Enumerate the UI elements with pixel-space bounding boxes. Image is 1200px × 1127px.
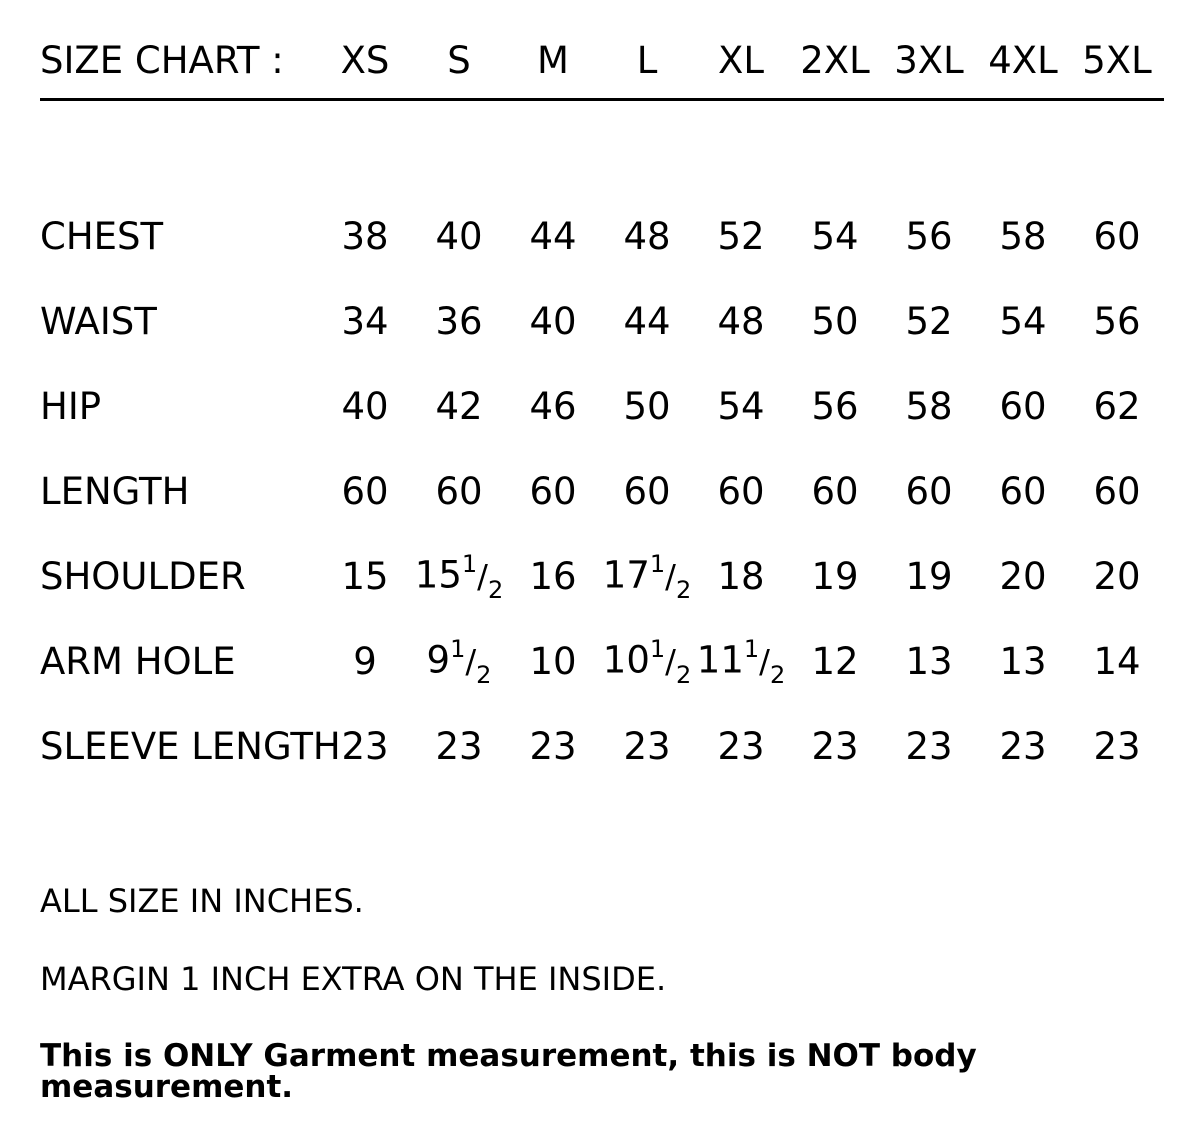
note-units: ALL SIZE IN INCHES. xyxy=(40,882,364,920)
size-header-xl: XL xyxy=(718,38,764,82)
cell-shoulder-4xl: 20 xyxy=(999,555,1047,598)
row-label-sleeve-length: SLEEVE LENGTH xyxy=(40,725,341,768)
cell-chest-xl: 52 xyxy=(717,215,765,258)
header-divider-cell xyxy=(40,98,1164,132)
cell-arm-hole-5xl: 14 xyxy=(1093,640,1141,683)
cell-sleeve-length-xs: 23 xyxy=(341,725,389,768)
table-row xyxy=(40,194,1164,279)
fraction-9-half: $9^1/_2$ xyxy=(426,634,492,690)
cell-hip-4xl: 60 xyxy=(999,385,1047,428)
cell-arm-hole-4xl: 13 xyxy=(999,640,1047,683)
cell-length-m: 60 xyxy=(529,470,577,513)
header-spacer-row xyxy=(40,132,1164,194)
cell-sleeve-length-l: 23 xyxy=(623,725,671,768)
table-row xyxy=(40,534,1164,619)
cell-arm-hole-s xyxy=(412,619,506,704)
cell-sleeve-length-s: 23 xyxy=(435,725,483,768)
table-row xyxy=(40,279,1164,364)
cell-waist-m: 40 xyxy=(529,300,577,343)
cell-shoulder-2xl: 19 xyxy=(811,555,859,598)
cell-arm-hole-xl xyxy=(694,619,788,704)
cell-shoulder-3xl: 19 xyxy=(905,555,953,598)
cell-length-xl: 60 xyxy=(717,470,765,513)
table-row xyxy=(40,619,1164,704)
size-header-5xl: 5XL xyxy=(1082,38,1152,82)
cell-arm-hole-l xyxy=(600,619,694,704)
table-row xyxy=(40,449,1164,534)
row-label-waist: WAIST xyxy=(40,300,157,343)
table-row xyxy=(40,364,1164,449)
cell-waist-5xl: 56 xyxy=(1093,300,1141,343)
size-header-l: L xyxy=(636,38,658,82)
cell-arm-hole-3xl: 13 xyxy=(905,640,953,683)
header-spacer-cell xyxy=(40,132,1164,194)
row-label-hip: HIP xyxy=(40,385,102,428)
cell-hip-xl: 54 xyxy=(717,385,765,428)
cell-sleeve-length-5xl: 23 xyxy=(1093,725,1141,768)
cell-length-5xl: 60 xyxy=(1093,470,1141,513)
cell-waist-2xl: 50 xyxy=(811,300,859,343)
table-row xyxy=(40,704,1164,789)
cell-hip-l: 50 xyxy=(623,385,671,428)
cell-hip-3xl: 58 xyxy=(905,385,953,428)
cell-length-4xl: 60 xyxy=(999,470,1047,513)
cell-arm-hole-m: 10 xyxy=(529,640,577,683)
chart-title: SIZE CHART : xyxy=(40,38,284,82)
cell-hip-5xl: 62 xyxy=(1093,385,1141,428)
cell-sleeve-length-xl: 23 xyxy=(717,725,765,768)
cell-waist-xl: 48 xyxy=(717,300,765,343)
table-header-row xyxy=(40,22,1164,98)
cell-sleeve-length-3xl: 23 xyxy=(905,725,953,768)
cell-length-xs: 60 xyxy=(341,470,389,513)
cell-length-2xl: 60 xyxy=(811,470,859,513)
cell-waist-l: 44 xyxy=(623,300,671,343)
cell-shoulder-m: 16 xyxy=(529,555,577,598)
cell-chest-4xl: 58 xyxy=(999,215,1047,258)
cell-waist-3xl: 52 xyxy=(905,300,953,343)
fraction-10-half: $10^1/_2$ xyxy=(602,634,692,690)
cell-hip-s: 42 xyxy=(435,385,483,428)
notes-section xyxy=(40,882,1160,1105)
cell-length-3xl: 60 xyxy=(905,470,953,513)
header-divider-row xyxy=(40,98,1164,132)
size-header-s: S xyxy=(447,38,471,82)
cell-sleeve-length-m: 23 xyxy=(529,725,577,768)
cell-shoulder-5xl: 20 xyxy=(1093,555,1141,598)
size-header-3xl: 3XL xyxy=(894,38,964,82)
size-chart-table xyxy=(40,22,1164,789)
fraction-15-half: $15^1/_2$ xyxy=(414,549,504,605)
cell-chest-5xl: 60 xyxy=(1093,215,1141,258)
size-header-m: M xyxy=(537,38,569,82)
cell-length-s: 60 xyxy=(435,470,483,513)
note-margin: MARGIN 1 INCH EXTRA ON THE INSIDE. xyxy=(40,960,667,998)
horizontal-rule xyxy=(40,98,1164,101)
cell-sleeve-length-2xl: 23 xyxy=(811,725,859,768)
fraction-17-half: $17^1/_2$ xyxy=(602,549,692,605)
cell-chest-xs: 38 xyxy=(341,215,389,258)
cell-shoulder-s xyxy=(412,534,506,619)
cell-hip-m: 46 xyxy=(529,385,577,428)
cell-shoulder-xs: 15 xyxy=(341,555,389,598)
row-label-shoulder: SHOULDER xyxy=(40,555,246,598)
note-garment-measurement: This is ONLY Garment measurement, this is NOT body measurement. xyxy=(40,1038,977,1105)
row-label-chest: CHEST xyxy=(40,215,164,258)
cell-waist-4xl: 54 xyxy=(999,300,1047,343)
row-label-length: LENGTH xyxy=(40,470,190,513)
cell-arm-hole-2xl: 12 xyxy=(811,640,859,683)
size-header-2xl: 2XL xyxy=(800,38,870,82)
cell-length-l: 60 xyxy=(623,470,671,513)
cell-shoulder-xl: 18 xyxy=(717,555,765,598)
cell-chest-l: 48 xyxy=(623,215,671,258)
cell-hip-2xl: 56 xyxy=(811,385,859,428)
row-label-arm-hole: ARM HOLE xyxy=(40,640,236,683)
cell-chest-s: 40 xyxy=(435,215,483,258)
fraction-11-half: $11^1/_2$ xyxy=(696,634,786,690)
cell-chest-2xl: 54 xyxy=(811,215,859,258)
cell-arm-hole-xs: 9 xyxy=(353,640,377,683)
cell-waist-xs: 34 xyxy=(341,300,389,343)
cell-hip-xs: 40 xyxy=(341,385,389,428)
size-header-4xl: 4XL xyxy=(988,38,1058,82)
size-header-xs: XS xyxy=(340,38,390,82)
cell-waist-s: 36 xyxy=(435,300,483,343)
cell-chest-3xl: 56 xyxy=(905,215,953,258)
cell-chest-m: 44 xyxy=(529,215,577,258)
cell-sleeve-length-4xl: 23 xyxy=(999,725,1047,768)
cell-shoulder-l xyxy=(600,534,694,619)
